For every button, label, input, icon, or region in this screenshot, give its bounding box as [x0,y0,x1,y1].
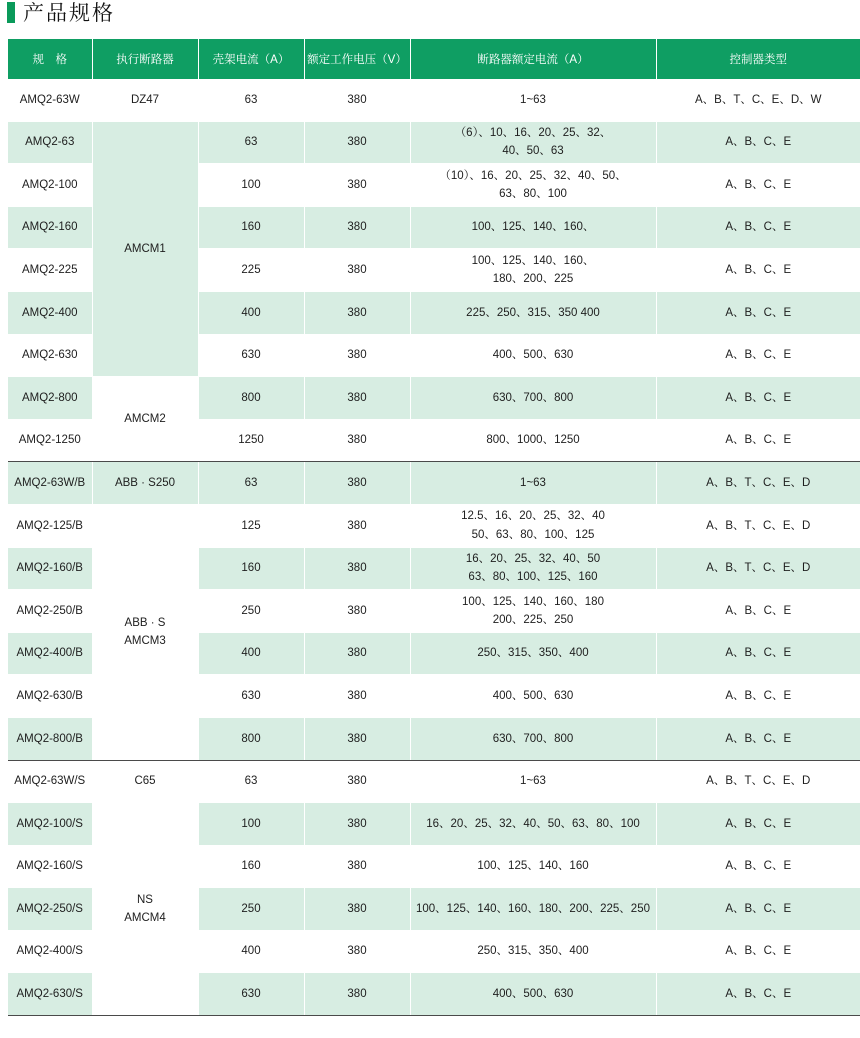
rated-current-cell [410,632,656,675]
frame-current-cell: 63 [198,462,304,505]
frame-current-cell: 100 [198,803,304,846]
breaker-label: AMCM4 [124,912,166,925]
rated-current-line: 200、225、250 [492,613,574,626]
rated-current-cell [410,164,656,207]
frame-current-cell: 63 [198,79,304,121]
rated-current-cell [410,121,656,164]
voltage-cell: 380 [304,973,410,1016]
rated-current-line: 100、125、140、160、180 [462,595,604,608]
header-spec: 规 格 [8,39,92,79]
rated-current-cell [410,845,656,888]
controller-type-cell: A、B、C、E [656,803,860,846]
model-cell: AMQ2-800/B [8,717,92,760]
rated-current-line: 1~63 [520,93,546,106]
voltage-cell: 380 [304,121,410,164]
voltage-cell: 380 [304,462,410,505]
rated-current-cell [410,504,656,547]
table-row [8,760,860,803]
rated-current-line: 16、20、25、32、40、50、63、80、100 [426,817,640,830]
rated-current-line: 16、20、25、32、40、50 [465,552,601,565]
rated-current-cell [410,973,656,1016]
model-cell: AMQ2-160/B [8,547,92,590]
rated-current-cell [410,888,656,931]
controller-type-cell: A、B、C、E [656,675,860,718]
controller-type-cell: A、B、C、E [656,377,860,420]
voltage-cell: 380 [304,590,410,633]
controller-type-cell: A、B、C、E [656,419,860,462]
breaker-cell [92,121,198,377]
breaker-label: C65 [134,775,156,788]
controller-type-cell: A、B、C、E [656,930,860,973]
frame-current-cell: 63 [198,760,304,803]
voltage-cell: 380 [304,717,410,760]
table-header-row [8,39,860,79]
rated-current-cell [410,291,656,334]
frame-current-cell: 160 [198,206,304,249]
breaker-cell [92,504,198,760]
controller-type-cell: A、B、C、E [656,249,860,292]
voltage-cell: 380 [304,291,410,334]
rated-current-cell [410,590,656,633]
rated-current-line: 100、125、140、160、180、200、225、250 [416,902,650,915]
controller-type-cell: A、B、C、E [656,164,860,207]
header-frame-current: 壳架电流（A） [198,39,304,79]
controller-type-cell: A、B、C、E [656,590,860,633]
breaker-cell [92,462,198,505]
breaker-label: AMCM2 [124,413,166,426]
rated-current-line: 400、500、630 [492,349,574,362]
model-cell: AMQ2-800 [8,377,92,420]
frame-current-cell: 630 [198,973,304,1016]
breaker-label: AMCM1 [124,242,166,255]
breaker-label: ABB · S250 [114,476,176,489]
model-cell: AMQ2-63W/S [8,760,92,803]
table-row [8,377,860,420]
model-cell: AMQ2-63W/B [8,462,92,505]
model-cell: AMQ2-100 [8,164,92,207]
rated-current-cell [410,419,656,462]
rated-current-cell [410,79,656,121]
voltage-cell: 380 [304,164,410,207]
rated-current-cell [410,675,656,718]
rated-current-line: 1~63 [520,476,546,489]
table-row [8,504,860,547]
rated-current-line: 800、1000、1250 [486,434,580,447]
controller-type-cell: A、B、T、C、E、D [656,504,860,547]
controller-type-cell: A、B、T、C、E、D [656,760,860,803]
table-row [8,79,860,121]
model-cell: AMQ2-630/B [8,675,92,718]
rated-current-line: 225、250、315、350 400 [466,306,600,319]
model-cell: AMQ2-1250 [8,419,92,462]
model-cell: AMQ2-160 [8,206,92,249]
controller-type-cell: A、B、C、E [656,845,860,888]
controller-type-cell: A、B、C、E [656,888,860,931]
rated-current-cell [410,930,656,973]
voltage-cell: 380 [304,760,410,803]
controller-type-cell: A、B、C、E [656,334,860,377]
controller-type-cell: A、B、C、E [656,206,860,249]
frame-current-cell: 1250 [198,419,304,462]
spec-table [8,39,860,1016]
frame-current-cell: 400 [198,632,304,675]
controller-type-cell: A、B、T、C、E、D、W [656,79,860,121]
frame-current-cell: 160 [198,845,304,888]
frame-current-cell: 250 [198,888,304,931]
frame-current-cell: 100 [198,164,304,207]
header-controller-type: 控制器类型 [656,39,860,79]
controller-type-cell: A、B、T、C、E、D [656,547,860,590]
page-title: 产品规格 [23,2,115,25]
breaker-label: DZ47 [130,93,160,106]
frame-current-cell: 400 [198,291,304,334]
table-row [8,462,860,505]
frame-current-cell: 250 [198,590,304,633]
breaker-cell [92,760,198,803]
voltage-cell: 380 [304,547,410,590]
header-breaker: 执行断路器 [92,39,198,79]
rated-current-cell [410,377,656,420]
voltage-cell: 380 [304,675,410,718]
header-rated-current: 断路器额定电流（A） [410,39,656,79]
rated-current-line: 40、50、63 [502,145,564,158]
rated-current-cell [410,249,656,292]
header-voltage: 额定工作电压（V） [304,39,410,79]
table-row [8,121,860,164]
model-cell: AMQ2-63 [8,121,92,164]
frame-current-cell: 63 [198,121,304,164]
rated-current-line: 1~63 [520,775,546,788]
rated-current-cell [410,803,656,846]
controller-type-cell: A、B、C、E [656,291,860,334]
model-cell: AMQ2-630 [8,334,92,377]
rated-current-line: 400、500、630 [492,988,574,1001]
breaker-label: AMCM3 [124,635,166,648]
frame-current-cell: 160 [198,547,304,590]
breaker-cell [92,803,198,1016]
frame-current-cell: 125 [198,504,304,547]
controller-type-cell: A、B、C、E [656,717,860,760]
rated-current-line: 250、315、350、400 [477,945,589,958]
model-cell: AMQ2-400/B [8,632,92,675]
table-row [8,803,860,846]
voltage-cell: 380 [304,845,410,888]
rated-current-cell [410,206,656,249]
rated-current-cell [410,334,656,377]
rated-current-cell [410,760,656,803]
voltage-cell: 380 [304,334,410,377]
frame-current-cell: 630 [198,334,304,377]
rated-current-line: 400、500、630 [492,689,574,702]
breaker-label: ABB · S [124,616,166,629]
rated-current-line: 630、700、800 [492,732,574,745]
rated-current-line: 50、63、80、100、125 [471,528,595,541]
voltage-cell: 380 [304,632,410,675]
frame-current-cell: 400 [198,930,304,973]
model-cell: AMQ2-400 [8,291,92,334]
frame-current-cell: 800 [198,377,304,420]
rated-current-line: 100、125、140、160、 [471,254,595,267]
voltage-cell: 380 [304,888,410,931]
table-body [8,79,860,1016]
voltage-cell: 380 [304,419,410,462]
model-cell: AMQ2-125/B [8,504,92,547]
model-cell: AMQ2-100/S [8,803,92,846]
controller-type-cell: A、B、T、C、E、D [656,462,860,505]
title-accent-bar [7,2,15,23]
breaker-cell [92,79,198,121]
rated-current-line: 100、125、140、160 [477,860,589,873]
model-cell: AMQ2-160/S [8,845,92,888]
controller-type-cell: A、B、C、E [656,121,860,164]
model-cell: AMQ2-630/S [8,973,92,1016]
frame-current-cell: 225 [198,249,304,292]
breaker-label: NS [137,893,153,906]
rated-current-line: 630、700、800 [492,391,574,404]
voltage-cell: 380 [304,79,410,121]
model-cell: AMQ2-250/S [8,888,92,931]
rated-current-line: （6）、10、16、20、25、32、 [454,127,612,139]
voltage-cell: 380 [304,803,410,846]
rated-current-cell [410,717,656,760]
rated-current-line: 100、125、140、160、 [471,221,595,234]
model-cell: AMQ2-63W [8,79,92,121]
voltage-cell: 380 [304,930,410,973]
section-title [7,0,115,24]
rated-current-line: （10）、16、20、25、32、40、50、 [439,169,627,182]
rated-current-cell [410,547,656,590]
rated-current-line: 180、200、225 [492,273,574,286]
voltage-cell: 380 [304,504,410,547]
voltage-cell: 380 [304,377,410,420]
rated-current-line: 12.5、16、20、25、32、40 [461,510,605,523]
frame-current-cell: 800 [198,717,304,760]
rated-current-cell [410,462,656,505]
voltage-cell: 380 [304,206,410,249]
frame-current-cell: 630 [198,675,304,718]
voltage-cell: 380 [304,249,410,292]
controller-type-cell: A、B、C、E [656,973,860,1016]
rated-current-line: 63、80、100、125、160 [468,571,598,584]
model-cell: AMQ2-225 [8,249,92,292]
rated-current-line: 63、80、100 [499,187,567,200]
controller-type-cell: A、B、C、E [656,632,860,675]
rated-current-line: 250、315、350、400 [477,647,589,660]
breaker-cell [92,377,198,462]
model-cell: AMQ2-250/B [8,590,92,633]
model-cell: AMQ2-400/S [8,930,92,973]
